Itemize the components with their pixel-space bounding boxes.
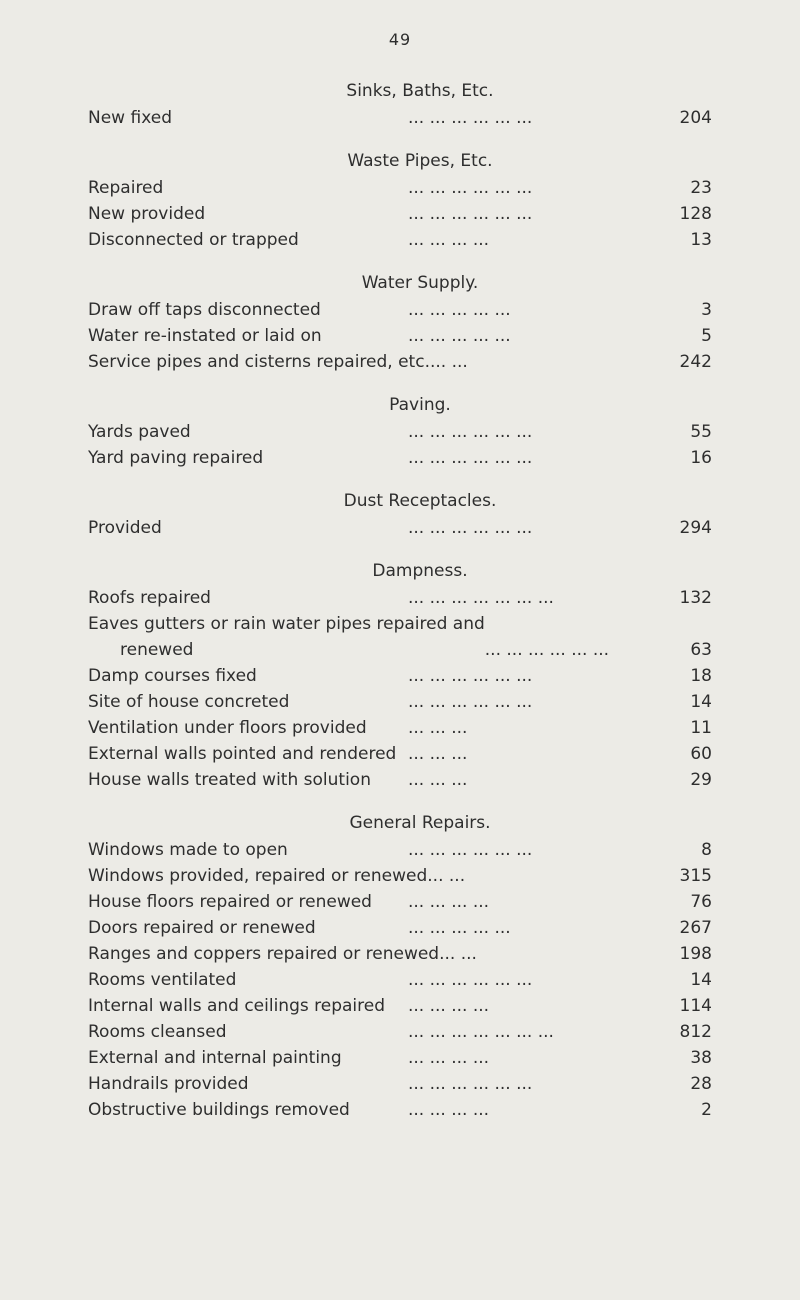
item-value: 242 [679, 352, 712, 372]
dot-leader: ... ... [439, 944, 477, 964]
list-item [88, 715, 712, 741]
item-value: 76 [690, 892, 712, 912]
list-item [88, 611, 712, 663]
item-value: 315 [679, 866, 712, 886]
list-item [88, 175, 712, 201]
item-label: Water re-instated or laid on [88, 326, 322, 346]
item-label: House walls treated with solution [88, 770, 371, 790]
item-label-line: Eaves gutters or rain water pipes repaired and [88, 614, 485, 634]
item-label: Windows provided, repaired or renewed [88, 866, 428, 886]
item-label: Draw off taps disconnected [88, 300, 321, 320]
item-value: 13 [690, 230, 712, 250]
item-label: Obstructive buildings removed [88, 1100, 350, 1120]
dot-leader: ... ... ... ... ... ... [408, 970, 533, 990]
dot-leader: ... ... ... ... [408, 1100, 490, 1120]
item-value: 18 [690, 666, 712, 686]
list-item [88, 515, 712, 541]
section-title: Dust Receptacles. [343, 491, 497, 511]
item-value: 11 [690, 718, 712, 738]
item-label: New fixed [88, 108, 172, 128]
dot-leader: ... ... ... ... ... ... ... [408, 588, 554, 608]
item-value: 267 [679, 918, 712, 938]
item-label: Roofs repaired [88, 588, 211, 608]
item-label: Yards paved [88, 422, 191, 442]
item-value: 294 [679, 518, 712, 538]
dot-leader: ... ... ... ... ... ... [408, 840, 533, 860]
section-sinks-baths [88, 78, 712, 131]
item-value: 16 [690, 448, 712, 468]
list-item [88, 349, 712, 375]
item-label: Site of house concreted [88, 692, 290, 712]
item-value: 2 [701, 1100, 712, 1120]
dot-leader: ... ... ... ... ... ... ... [408, 1022, 554, 1042]
dot-leader: ... ... ... ... ... ... [408, 178, 533, 198]
item-value: 3 [701, 300, 712, 320]
list-item [88, 323, 712, 349]
item-label-continuation: renewed [120, 640, 194, 660]
list-item [88, 1071, 712, 1097]
item-label: New provided [88, 204, 206, 224]
list-item [88, 663, 712, 689]
item-value: 38 [690, 1048, 712, 1068]
dot-leader: ... ... ... ... ... ... [408, 108, 533, 128]
list-item [88, 941, 712, 967]
item-value: 132 [679, 588, 712, 608]
item-label: External walls pointed and rendered [88, 744, 397, 764]
dot-leader: ... ... ... ... ... ... [408, 692, 533, 712]
item-value: 204 [679, 108, 712, 128]
dot-leader: ... ... ... ... ... ... [408, 518, 533, 538]
dot-leader: ... ... ... ... ... [408, 918, 511, 938]
dot-leader: ... ... ... ... [408, 996, 490, 1016]
list-item [88, 767, 712, 793]
item-label: Handrails provided [88, 1074, 249, 1094]
dot-leader: ... ... ... [408, 770, 468, 790]
item-label: External and internal painting [88, 1048, 342, 1068]
item-label: Repaired [88, 178, 164, 198]
item-value: 28 [690, 1074, 712, 1094]
section-water-supply [88, 270, 712, 375]
item-value: 5 [701, 326, 712, 346]
dot-leader: ... ... [427, 866, 466, 886]
list-item [88, 741, 712, 767]
list-item [88, 419, 712, 445]
item-value: 14 [690, 692, 712, 712]
section-title: Dampness. [372, 561, 468, 581]
section-title: Paving. [389, 395, 451, 415]
list-item [88, 1097, 712, 1123]
dot-leader: ... ... ... [408, 744, 468, 764]
section-title: Waste Pipes, Etc. [347, 151, 493, 171]
list-item [88, 105, 712, 131]
dot-leader: ... ... ... ... ... ... [408, 448, 533, 468]
dot-leader: ... ... ... ... ... [408, 326, 511, 346]
report-body [88, 78, 712, 1123]
item-value: 29 [690, 770, 712, 790]
list-item [88, 993, 712, 1019]
dot-leader: ... ... ... ... ... [408, 300, 511, 320]
item-label: Ventilation under floors provided [88, 718, 367, 738]
section-waste-pipes [88, 148, 712, 253]
list-item [88, 585, 712, 611]
list-item [88, 863, 712, 889]
item-value: 812 [679, 1022, 712, 1042]
section-general-repairs [88, 810, 712, 1123]
list-item [88, 967, 712, 993]
dot-leader: ... ... ... ... [408, 892, 490, 912]
item-value: 114 [679, 996, 712, 1016]
list-item [88, 889, 712, 915]
list-item [88, 837, 712, 863]
item-value: 63 [690, 640, 712, 660]
dot-leader: ... ... ... ... ... ... [484, 640, 610, 660]
dot-leader: ... ... [429, 352, 468, 372]
list-item [88, 689, 712, 715]
item-label: Provided [88, 518, 162, 538]
item-label: Internal walls and ceilings repaired [88, 996, 386, 1016]
list-item [88, 1019, 712, 1045]
section-paving [88, 392, 712, 471]
page-number: 49 [388, 30, 412, 49]
section-title: General Repairs. [349, 813, 491, 833]
item-label [88, 611, 485, 663]
dot-leader: ... ... ... ... [408, 1048, 490, 1068]
item-value: 198 [679, 944, 712, 964]
section-title: Water Supply. [361, 273, 479, 293]
item-label: House floors repaired or renewed [88, 892, 372, 912]
dot-leader: ... ... ... ... [408, 230, 490, 250]
item-label: Disconnected or trapped [88, 230, 299, 250]
section-dampness [88, 558, 712, 793]
dot-leader: ... ... ... ... ... ... [408, 666, 533, 686]
list-item [88, 227, 712, 253]
item-label: Doors repaired or renewed [88, 918, 316, 938]
item-value: 8 [701, 840, 712, 860]
item-value: 23 [690, 178, 712, 198]
dot-leader: ... ... ... [408, 718, 468, 738]
item-label: Rooms ventilated [88, 970, 237, 990]
item-label: Damp courses fixed [88, 666, 257, 686]
list-item [88, 297, 712, 323]
item-value: 60 [690, 744, 712, 764]
item-label: Yard paving repaired [88, 448, 264, 468]
dot-leader: ... ... ... ... ... ... [408, 422, 533, 442]
item-value: 55 [690, 422, 712, 442]
list-item [88, 915, 712, 941]
item-label: Windows made to open [88, 840, 288, 860]
list-item [88, 1045, 712, 1071]
section-title: Sinks, Baths, Etc. [346, 81, 494, 101]
list-item [88, 445, 712, 471]
section-dust-receptacles [88, 488, 712, 541]
dot-leader: ... ... ... ... ... ... [408, 1074, 533, 1094]
item-label: Ranges and coppers repaired or renewed [88, 944, 440, 964]
list-item [88, 201, 712, 227]
item-value: 14 [690, 970, 712, 990]
item-label: Rooms cleansed [88, 1022, 227, 1042]
item-label: Service pipes and cisterns repaired, etc. [88, 352, 430, 372]
item-value: 128 [679, 204, 712, 224]
dot-leader: ... ... ... ... ... ... [408, 204, 533, 224]
